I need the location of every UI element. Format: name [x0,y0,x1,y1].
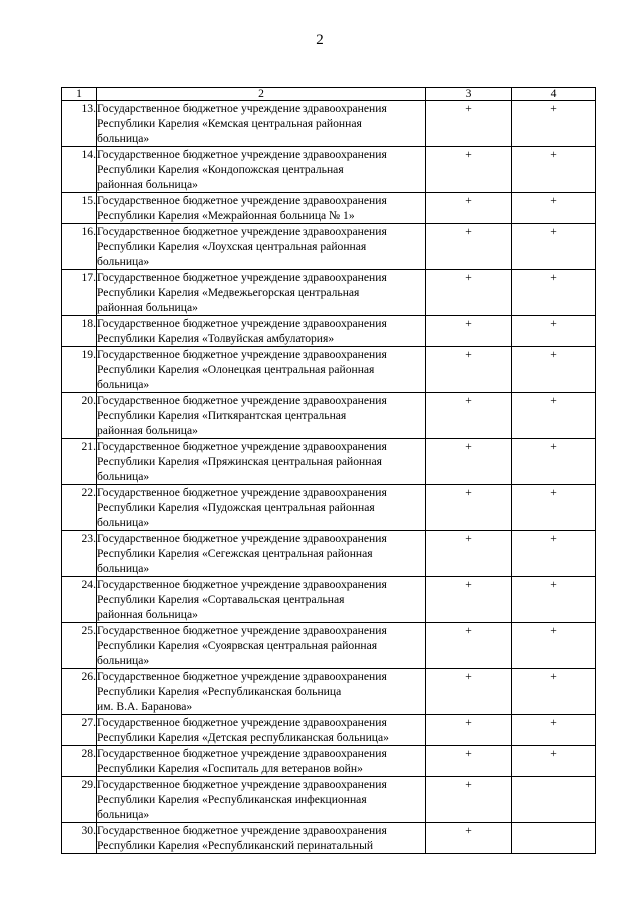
col-3-mark: + [426,823,512,854]
col-3-mark: + [426,147,512,193]
table-row [62,669,596,715]
institution-name-line: Государственное бюджетное учреждение здравоохранения [97,778,387,791]
institution-name-line: Республики Карелия «Республиканский перинатальный [97,839,374,852]
table-row [62,224,596,270]
col-4-mark: + [512,147,596,193]
institution-name-line: больница» [97,132,150,145]
col-3-mark: + [426,193,512,224]
row-number: 17. [62,270,97,316]
col-4-mark: + [512,577,596,623]
institution-name-line: больница» [97,654,150,667]
institution-name-line: Республики Карелия «Толвуйская амбулатория» [97,332,335,345]
table-row [62,823,596,854]
institution-name-line: Республики Карелия «Республиканская больница [97,685,342,698]
col-4-mark: + [512,623,596,669]
table-row [62,193,596,224]
institution-name-line: больница» [97,470,150,483]
institution-name-line: Государственное бюджетное учреждение здравоохранения [97,102,387,115]
institution-name-line: больница» [97,808,150,821]
col-3-mark: + [426,531,512,577]
header-col-4: 4 [512,88,596,101]
col-3-mark: + [426,101,512,147]
institution-name [97,485,426,531]
institution-name [97,746,426,777]
institutions-table [61,87,596,854]
institution-name-line: Государственное бюджетное учреждение здравоохранения [97,194,387,207]
col-3-mark: + [426,623,512,669]
institution-name-line: Государственное бюджетное учреждение здравоохранения [97,747,387,760]
row-number: 14. [62,147,97,193]
institution-name-line: Республики Карелия «Кемская центральная районная [97,117,362,130]
col-3-mark: + [426,393,512,439]
row-number: 21. [62,439,97,485]
col-3-mark: + [426,485,512,531]
header-col-3: 3 [426,88,512,101]
table-row [62,393,596,439]
institution-name-line: Государственное бюджетное учреждение здравоохранения [97,271,387,284]
institution-name-line: Государственное бюджетное учреждение здравоохранения [97,532,387,545]
page-number: 2 [316,32,324,48]
col-4-mark: + [512,746,596,777]
institution-name-line: Республики Карелия «Республиканская инфекционная [97,793,367,806]
institution-name-line: Республики Карелия «Межрайонная больница № 1» [97,209,355,222]
row-number: 22. [62,485,97,531]
institution-name [97,347,426,393]
institution-name-line: Республики Карелия «Медвежьегорская центральная [97,286,360,299]
table-row [62,270,596,316]
institution-name-line: районная больница» [97,178,198,191]
institution-name-line: больница» [97,562,150,575]
institution-name-line: Республики Карелия «Олонецкая центральная районная [97,363,375,376]
institution-name-line: им. В.А. Баранова» [97,700,193,713]
institution-name [97,823,426,854]
row-number: 16. [62,224,97,270]
row-number: 18. [62,316,97,347]
institution-name [97,715,426,746]
table-row [62,101,596,147]
table-row [62,316,596,347]
row-number: 20. [62,393,97,439]
institution-name-line: Республики Карелия «Кондопожская центральная [97,163,344,176]
institution-name-line: больница» [97,378,150,391]
table-row [62,439,596,485]
col-3-mark: + [426,270,512,316]
institution-name [97,393,426,439]
institution-name-line: районная больница» [97,301,198,314]
col-4-mark: + [512,439,596,485]
table-row [62,147,596,193]
table-row [62,531,596,577]
col-4-mark: + [512,316,596,347]
institution-name-line: Государственное бюджетное учреждение здравоохранения [97,624,387,637]
table-row [62,485,596,531]
institution-name-line: Государственное бюджетное учреждение здравоохранения [97,578,387,591]
row-number: 25. [62,623,97,669]
institution-name [97,531,426,577]
col-4-mark: + [512,531,596,577]
institution-name-line: Государственное бюджетное учреждение здравоохранения [97,670,387,683]
table-row [62,577,596,623]
row-number: 13. [62,101,97,147]
row-number: 19. [62,347,97,393]
institution-name-line: Республики Карелия «Суоярвская центральная районная [97,639,378,652]
institution-name-line: больница» [97,516,150,529]
institution-name [97,669,426,715]
header-col-1: 1 [62,88,97,101]
institution-name [97,777,426,823]
institution-name-line: Республики Карелия «Лоухская центральная районная [97,240,367,253]
institution-name [97,316,426,347]
table-row [62,715,596,746]
institution-name-line: больница» [97,255,150,268]
col-4-mark: + [512,193,596,224]
institution-name-line: Республики Карелия «Пудожская центральная районная [97,501,375,514]
row-number: 24. [62,577,97,623]
table-row [62,347,596,393]
table-header-row [62,88,596,101]
row-number: 27. [62,715,97,746]
institution-name [97,439,426,485]
table-body [62,101,596,854]
institution-name-line: Государственное бюджетное учреждение здравоохранения [97,824,387,837]
row-number: 29. [62,777,97,823]
table-row [62,623,596,669]
col-3-mark: + [426,439,512,485]
institution-name-line: Республики Карелия «Детская республиканская больница» [97,731,389,744]
col-3-mark: + [426,316,512,347]
institution-name-line: Государственное бюджетное учреждение здравоохранения [97,440,387,453]
col-4-mark: + [512,224,596,270]
institution-name-line: Государственное бюджетное учреждение здравоохранения [97,716,387,729]
institution-name-line: Государственное бюджетное учреждение здравоохранения [97,225,387,238]
institution-name-line: Государственное бюджетное учреждение здравоохранения [97,148,387,161]
col-4-mark: + [512,715,596,746]
institution-name-line: Государственное бюджетное учреждение здравоохранения [97,317,387,330]
row-number: 26. [62,669,97,715]
col-4-mark: + [512,347,596,393]
institution-name-line: Республики Карелия «Госпиталь для ветеранов войн» [97,762,363,775]
header-col-2: 2 [97,88,426,101]
institution-name [97,193,426,224]
col-3-mark: + [426,577,512,623]
col-4-mark: + [512,101,596,147]
col-3-mark: + [426,746,512,777]
institution-name-line: Республики Карелия «Питкярантская центральная [97,409,347,422]
table-row [62,777,596,823]
table-row [62,746,596,777]
col-4-mark: + [512,485,596,531]
institution-name-line: Государственное бюджетное учреждение здравоохранения [97,394,387,407]
col-4-mark: + [512,669,596,715]
institution-name [97,101,426,147]
row-number: 30. [62,823,97,854]
institution-name-line: Республики Карелия «Пряжинская центральная районная [97,455,382,468]
col-4-mark: + [512,270,596,316]
col-4-mark: + [512,393,596,439]
row-number: 28. [62,746,97,777]
institution-name [97,270,426,316]
col-3-mark: + [426,715,512,746]
institution-name-line: Республики Карелия «Сегежская центральная районная [97,547,373,560]
institution-name-line: районная больница» [97,424,198,437]
col-4-mark [512,823,596,854]
institution-name-line: Республики Карелия «Сортавальская центральная [97,593,345,606]
col-3-mark: + [426,347,512,393]
institution-name [97,147,426,193]
institution-name [97,577,426,623]
institution-name-line: районная больница» [97,608,198,621]
institution-name-line: Государственное бюджетное учреждение здравоохранения [97,348,387,361]
row-number: 15. [62,193,97,224]
row-number: 23. [62,531,97,577]
institution-name-line: Государственное бюджетное учреждение здравоохранения [97,486,387,499]
col-3-mark: + [426,669,512,715]
col-4-mark [512,777,596,823]
institution-name [97,623,426,669]
institution-name [97,224,426,270]
col-3-mark: + [426,777,512,823]
col-3-mark: + [426,224,512,270]
